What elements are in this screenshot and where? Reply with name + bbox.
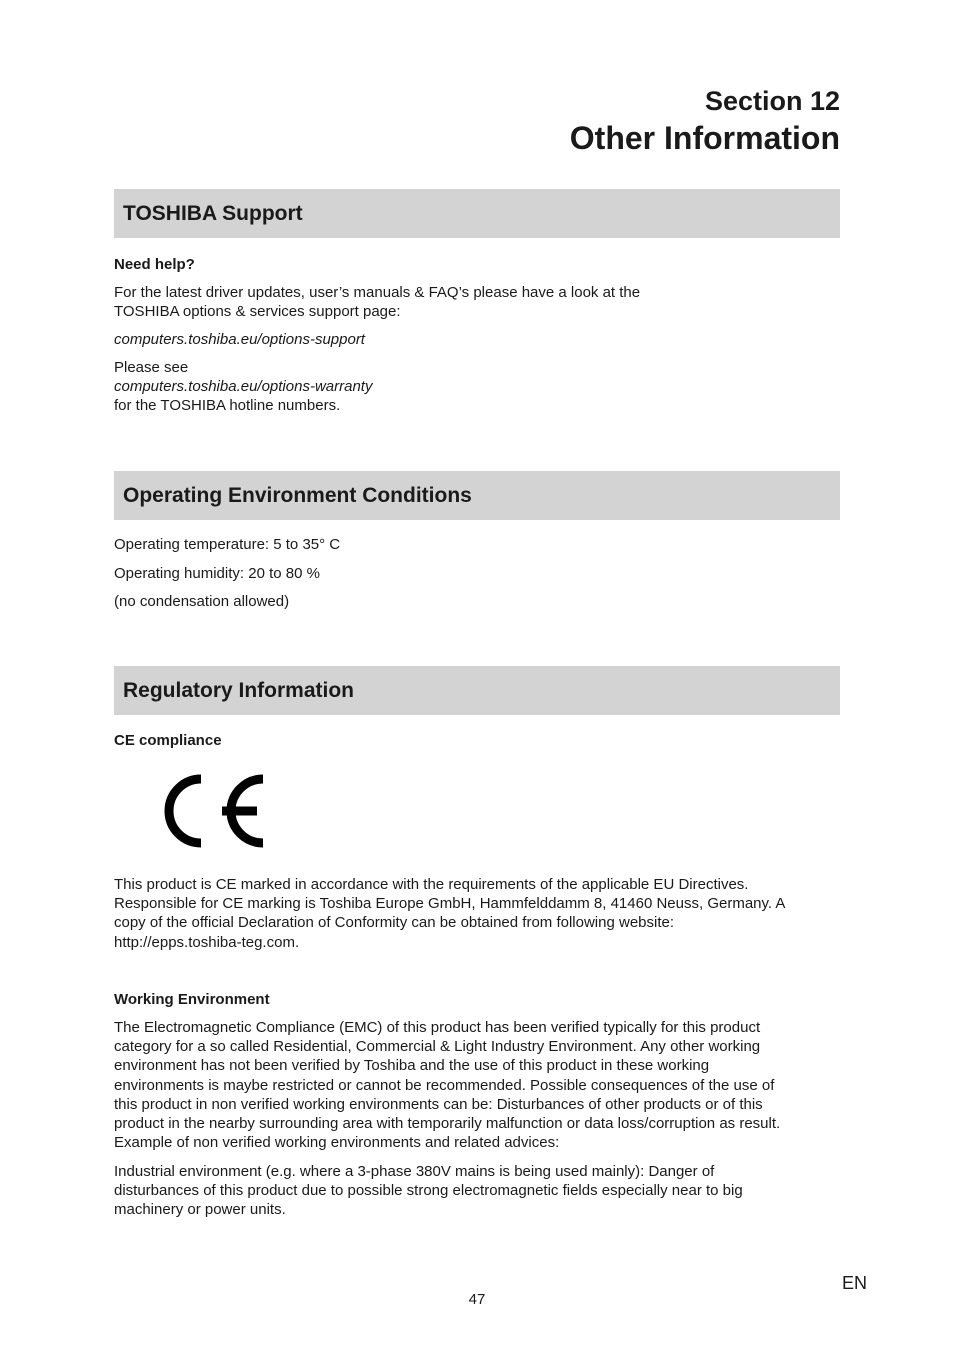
please-see-text: Please see <box>114 359 189 376</box>
regulatory-section <box>114 666 840 715</box>
warranty-block <box>114 358 840 416</box>
condensation-text: (no condensation allowed) <box>114 593 290 610</box>
language-tag: EN <box>841 1273 867 1293</box>
industrial-text-line: machinery or power units. <box>114 1201 286 1219</box>
emc-text-line: The Electromagnetic Compliance (EMC) of this product has been verified typically for this product <box>114 1019 761 1036</box>
temperature-block <box>114 535 840 554</box>
environment-section <box>114 471 840 520</box>
emc-text-line: this product in non verified working environments can be: Disturbances of other products or of this <box>114 1095 763 1113</box>
industrial-text-block <box>114 1162 840 1220</box>
emc-text-line: Example of non verified working environments and related advices: <box>114 1134 560 1152</box>
section-number: Section 12 <box>704 86 840 116</box>
page-number: 47 <box>468 1291 486 1308</box>
hotline-text: for the TOSHIBA hotline numbers. <box>114 397 341 415</box>
industrial-text-line: Industrial environment (e.g. where a 3-phase 380V mains is being used mainly): Danger of <box>114 1163 715 1180</box>
environment-heading: Operating Environment Conditions <box>114 471 840 520</box>
working-environment-heading: Working Environment <box>114 991 270 1008</box>
humidity-block <box>114 564 840 583</box>
regulatory-heading: Regulatory Information <box>114 666 840 715</box>
industrial-text-line: disturbances of this product due to possible strong electromagnetic fields especially near to big <box>114 1182 743 1200</box>
support-intro-line-1: For the latest driver updates, user’s manuals & FAQ’s please have a look at the <box>114 284 641 301</box>
emc-text-line: category for a so called Residential, Commercial & Light Industry Environment. Any other working <box>114 1038 761 1056</box>
ce-text-line: http://epps.toshiba-teg.com. <box>114 933 300 951</box>
support-body <box>114 255 840 274</box>
emc-text-block <box>114 1018 840 1152</box>
section-title: Other Information <box>569 120 840 156</box>
ce-text-line: Responsible for CE marking is Toshiba Europe GmbH, Hammfelddamm 8, 41460 Neuss, Germany. A <box>114 895 786 913</box>
support-intro-line-2: TOSHIBA options & services support page: <box>114 303 401 321</box>
support-url: computers.toshiba.eu/options-support <box>114 331 365 348</box>
emc-text-line: environment has not been verified by Toshiba and the use of this product in these working <box>114 1057 710 1075</box>
temperature-text: Operating temperature: 5 to 35° C <box>114 536 341 553</box>
ce-heading-block <box>114 731 840 750</box>
emc-text-line: product in the nearby surrounding area with temporarily malfunction or data loss/corruption as result. <box>114 1115 781 1133</box>
support-section <box>114 189 840 238</box>
support-intro <box>114 283 840 321</box>
ce-mark-logo <box>156 770 268 852</box>
humidity-text: Operating humidity: 20 to 80 % <box>114 565 320 582</box>
warranty-url: computers.toshiba.eu/options-warranty <box>114 378 373 396</box>
support-url-block <box>114 330 840 349</box>
support-heading: TOSHIBA Support <box>114 189 840 238</box>
page-header <box>570 84 840 158</box>
ce-compliance-heading: CE compliance <box>114 732 222 749</box>
ce-text-line: This product is CE marked in accordance with the requirements of the applicable EU Directives. <box>114 876 749 893</box>
working-heading-block <box>114 990 840 1009</box>
need-help-label: Need help? <box>114 256 195 273</box>
ce-text-block <box>114 875 840 952</box>
ce-text-line: copy of the official Declaration of Conformity can be obtained from following website: <box>114 914 675 932</box>
emc-text-line: environments is maybe restricted or cannot be recommended. Possible consequences of the use of <box>114 1076 775 1094</box>
condensation-block <box>114 592 840 611</box>
